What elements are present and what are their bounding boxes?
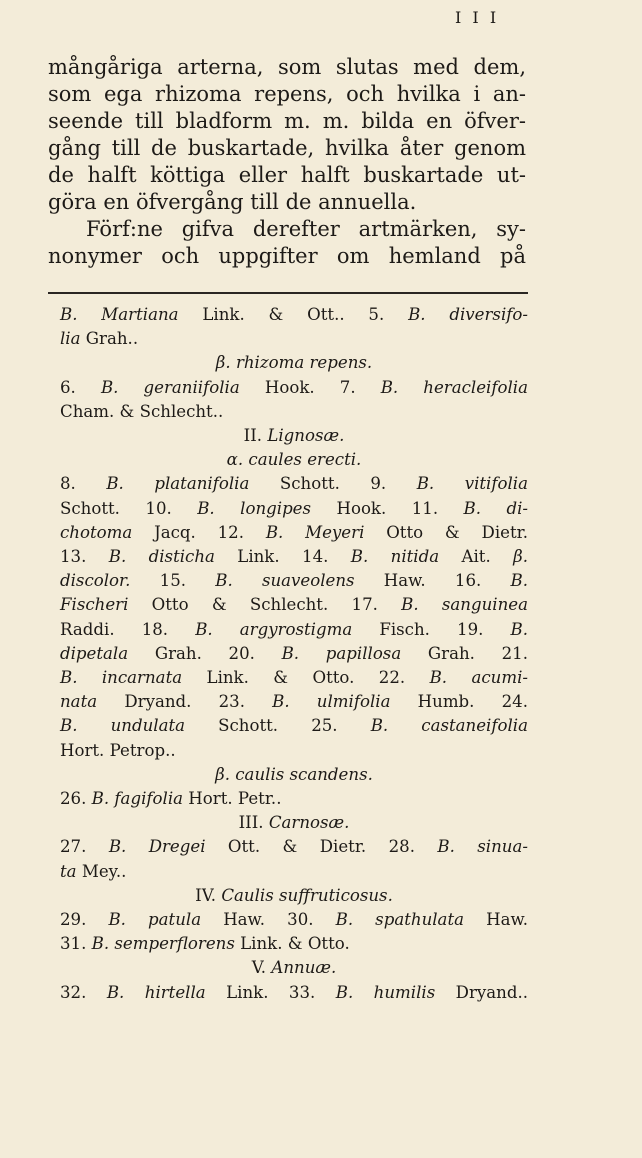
section-heading: [60, 763, 528, 787]
species-name: Annuæ.: [271, 958, 337, 978]
note-line: [60, 666, 528, 690]
species-name: B. Dregei: [108, 837, 206, 857]
note-text: 8.: [60, 474, 107, 494]
species-name: β. rhizoma repens.: [215, 353, 373, 373]
species-name: B. nitida: [350, 547, 440, 567]
note-text: Link. & Otto. 22.: [182, 668, 430, 688]
note-text: Dryand. 23.: [97, 692, 273, 712]
species-name: B. spathulata: [335, 910, 465, 930]
note-text: Humb. 24.: [390, 692, 529, 712]
species-name: B. heracleifolia: [380, 377, 529, 397]
species-name: B. sinua-: [437, 837, 528, 857]
species-list: [60, 303, 528, 1005]
species-name: Fischeri: [60, 595, 129, 615]
species-name: B. hirtella: [106, 982, 206, 1002]
species-name: B. fagifolia: [91, 789, 184, 809]
body-line: de halft köttiga eller halft buskartade ut-: [48, 163, 526, 187]
note-text: Haw. 16.: [354, 571, 511, 591]
note-text: Link. 14.: [214, 547, 351, 567]
species-name: B. argyrostigma: [195, 619, 353, 639]
species-name: B. humilis: [335, 982, 436, 1002]
species-name: B. Meyeri: [265, 522, 365, 542]
note-line: [60, 932, 528, 956]
note-text: Schott. 10.: [60, 498, 198, 518]
body-line: göra en öfvergång till de annuella.: [48, 190, 417, 214]
section-heading: [60, 351, 528, 375]
section-heading: [60, 424, 528, 448]
note-text: 13.: [60, 547, 109, 567]
note-text: Haw.: [464, 910, 528, 930]
note-text: Haw. 30.: [201, 910, 336, 930]
note-text: Grah..: [80, 329, 139, 349]
species-name: B.: [510, 571, 528, 591]
species-name: Caulis suffruticosus.: [221, 885, 393, 905]
page-number: I I I: [455, 8, 500, 27]
note-line: [60, 327, 528, 351]
species-name: B. longipes: [197, 498, 312, 518]
note-line: [60, 376, 528, 400]
species-name: nata: [60, 692, 98, 712]
note-text: Fisch. 19.: [352, 619, 511, 639]
section-heading: [60, 448, 528, 472]
note-line: [60, 569, 528, 593]
note-line: [60, 400, 528, 424]
note-line: [60, 714, 528, 738]
note-line: [60, 787, 528, 811]
note-text: II.: [243, 426, 268, 446]
species-name: B. undulata: [60, 716, 186, 736]
species-name: B. ulmifolia: [272, 692, 391, 712]
note-line: [60, 545, 528, 569]
species-name: lia: [60, 329, 81, 349]
note-text: 15.: [130, 571, 216, 591]
species-name: Lignosæ.: [267, 426, 345, 446]
section-heading: [60, 884, 528, 908]
species-name: B. semperflorens: [91, 934, 235, 954]
species-name: B. incarnata: [60, 668, 183, 688]
species-name: discolor.: [60, 571, 131, 591]
note-text: Otto & Dietr.: [364, 522, 528, 542]
species-name: B. acumi-: [429, 668, 528, 688]
note-text: Ott. & Dietr. 28.: [205, 837, 438, 857]
body-line: gång till de buskartade, hvilka åter genom: [48, 136, 526, 160]
note-text: 27.: [60, 837, 109, 857]
body-paragraph: [48, 54, 526, 270]
note-line: [60, 835, 528, 859]
species-name: B. patula: [108, 910, 202, 930]
note-text: III.: [238, 813, 269, 833]
note-text: Link. 33.: [205, 982, 336, 1002]
section-heading: [60, 811, 528, 835]
species-name: B. disticha: [108, 547, 215, 567]
body-line: Förf:ne gifva derefter artmärken, sy-: [86, 217, 526, 241]
note-text: 32.: [60, 982, 107, 1002]
species-name: B. geraniifolia: [100, 377, 240, 397]
note-text: 29.: [60, 910, 109, 930]
note-line: [60, 739, 528, 763]
species-name: B.: [510, 619, 529, 639]
note-text: Link. & Otto.: [234, 934, 350, 954]
note-line: [60, 908, 528, 932]
note-text: Jacq. 12.: [132, 522, 266, 542]
note-line: [60, 690, 528, 714]
body-line: som ega rhizoma repens, och hvilka i an-: [48, 82, 526, 106]
note-text: 6.: [60, 377, 101, 397]
note-text: Hook. 11.: [311, 498, 464, 518]
note-line: [60, 860, 528, 884]
note-text: Schott. 25.: [185, 716, 371, 736]
note-line: [60, 521, 528, 545]
footnote-divider: [48, 292, 528, 294]
species-name: chotoma: [60, 522, 133, 542]
species-name: α. caules erecti.: [226, 450, 362, 470]
note-text: Grah. 21.: [401, 643, 529, 663]
note-text: Ait.: [439, 547, 514, 567]
species-name: Carnosæ.: [268, 813, 350, 833]
species-name: B. vitifolia: [416, 474, 529, 494]
species-name: B. diversifo-: [408, 305, 528, 324]
species-name: B. di-: [463, 498, 528, 518]
note-text: Otto & Schlecht. 17.: [128, 595, 402, 615]
note-text: 31.: [60, 934, 92, 954]
note-text: Link. & Ott.. 5.: [178, 305, 409, 324]
note-text: Raddi. 18.: [60, 619, 196, 639]
species-name: B. castaneifolia: [370, 716, 528, 736]
note-line: [60, 981, 528, 1005]
note-text: Cham. & Schlecht..: [60, 401, 224, 421]
body-line: nonymer och uppgifter om hemland på: [48, 244, 526, 268]
note-line: [60, 618, 528, 642]
note-text: Hook. 7.: [239, 377, 381, 397]
note-line: [60, 303, 528, 327]
note-line: [60, 472, 528, 496]
note-text: V.: [251, 958, 272, 978]
note-text: Dryand..: [435, 982, 529, 1002]
note-text: Grah. 20.: [128, 643, 282, 663]
species-name: B. platanifolia: [106, 474, 250, 494]
note-text: IV.: [195, 885, 222, 905]
body-line: seende till bladform m. m. bilda en öfver-: [48, 109, 526, 133]
note-line: [60, 497, 528, 521]
species-name: B. Martiana: [60, 305, 179, 324]
note-text: Hort. Petr..: [183, 789, 282, 809]
note-line: [60, 593, 528, 617]
species-name: dipetala: [60, 643, 129, 663]
note-line: [60, 642, 528, 666]
species-name: β. caulis scandens.: [215, 764, 373, 784]
species-name: B. sanguinea: [401, 595, 528, 615]
species-name: ta: [60, 861, 77, 881]
note-text: Hort. Petrop..: [60, 740, 176, 760]
note-text: Mey..: [76, 861, 127, 881]
species-name: B. papillosa: [281, 643, 402, 663]
section-heading: [60, 956, 528, 980]
species-name: β.: [513, 547, 529, 567]
species-name: B. suaveolens: [215, 571, 355, 591]
note-text: Schott. 9.: [249, 474, 417, 494]
note-text: 26.: [60, 789, 92, 809]
body-line: mångåriga arterna, som slutas med dem,: [48, 55, 526, 79]
